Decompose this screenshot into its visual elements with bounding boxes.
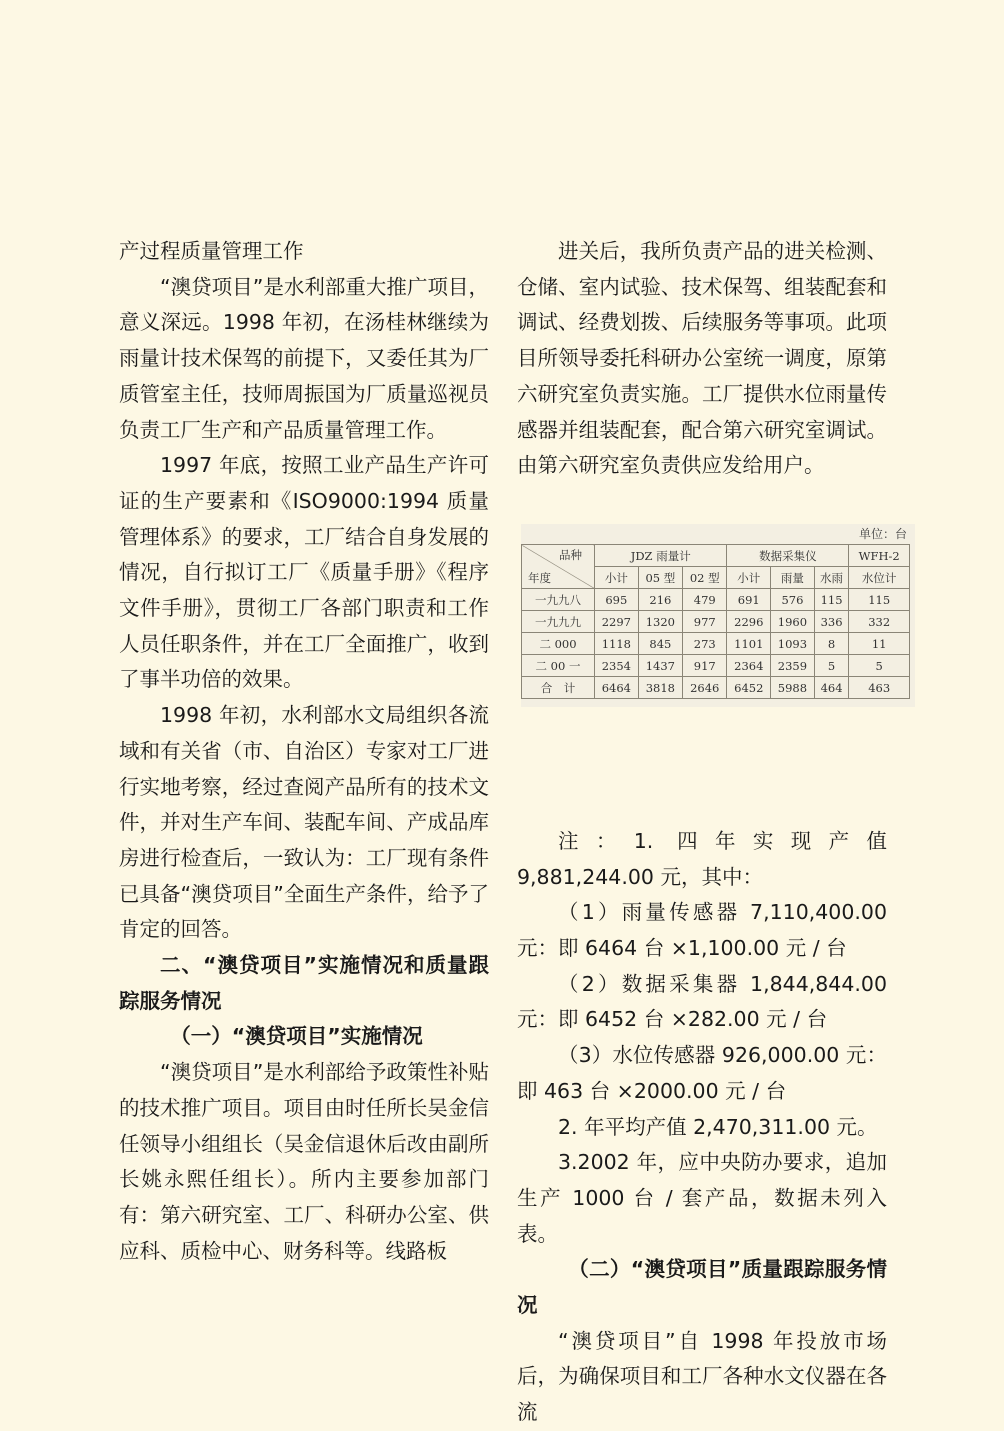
paragraph: 产过程质量管理工作 <box>119 239 304 263</box>
value-cell: 273 <box>683 633 727 655</box>
year-cell: 合 计 <box>522 677 595 699</box>
section-heading: 二、“澳贷项目”实施情况和质量跟踪服务情况 <box>119 953 489 1013</box>
year-cell: 一九九九 <box>522 611 595 633</box>
value-cell: 11 <box>849 633 910 655</box>
note-item: （2）数据采集器 1,844,844.00 元：即 6452 台 ×282.00 元 / 台 <box>517 971 887 1032</box>
value-cell: 2646 <box>683 677 727 699</box>
paragraph: 1998 年初，水利部水文局组织各流域和有关省（市、自治区）专家对工厂进行实地考察，经过查阅产品所有的技术文件，并对生产车间、装配车间、产成品库房进行检查后，一致认为：工厂现有条件已具备“澳贷项目”全面生产条件，给予了肯定的回答。 <box>119 703 489 942</box>
group-header: WFH-2 <box>849 545 910 567</box>
value-cell: 336 <box>814 611 849 633</box>
value-cell: 2296 <box>727 611 771 633</box>
subheader-cell: 02 型 <box>683 567 727 589</box>
subheader-cell: 水位计 <box>849 567 910 589</box>
paragraph: “澳贷项目”自 1998 年投放市场后，为确保项目和工厂各种水文仪器在各流 <box>517 1328 887 1425</box>
corner-bottom-label: 年度 <box>528 571 551 585</box>
right-column <box>517 234 887 1431</box>
value-cell: 464 <box>814 677 849 699</box>
value-cell: 1093 <box>771 633 815 655</box>
table-row <box>522 611 910 633</box>
value-cell: 845 <box>638 633 682 655</box>
value-cell: 2297 <box>595 611 639 633</box>
table-row <box>522 655 910 677</box>
subheader-cell: 小计 <box>595 567 639 589</box>
value-cell: 115 <box>849 589 910 611</box>
data-table <box>521 544 910 699</box>
group-header: 数据采集仪 <box>727 545 849 567</box>
value-cell: 1101 <box>727 633 771 655</box>
table-header-row <box>522 545 910 567</box>
subsection-heading: （一）“澳贷项目”实施情况 <box>170 1024 423 1049</box>
paragraph: 进关后，我所负责产品的进关检测、仓储、室内试验、技术保驾、组装配套和调试、经费划拨、后续服务等事项。此项目所领导委托科研办公室统一调度，原第六研究室负责实施。工厂提供水位雨量传感器并组装配套，配合第六研究室调试。由第六研究室负责供应发给用户。 <box>517 239 887 478</box>
subheader-cell: 小计 <box>727 567 771 589</box>
table-row <box>522 589 910 611</box>
paragraph: 1997 年底，按照工业产品生产许可证的生产要素和《ISO9000:1994 质量管理体系》的要求，工厂结合自身发展的情况，自行拟订工厂《质量手册》《程序文件手册》，贯彻工厂各部门职责和工作人员任职条件，并在工厂全面推广，收到了事半功倍的效果。 <box>119 453 489 692</box>
value-cell: 691 <box>727 589 771 611</box>
value-cell: 2354 <box>595 655 639 677</box>
note-item: （1）雨量传感器 7,110,400.00 元：即 6464 台 ×1,100.00 元 / 台 <box>517 900 887 961</box>
corner-top-label: 品种 <box>559 548 582 562</box>
value-cell: 115 <box>814 589 849 611</box>
corner-cell <box>522 545 595 589</box>
note-item: 3.2002 年，应中央防办要求，追加生产 1000 台 / 套产品，数据未列入表。 <box>517 1150 887 1246</box>
value-cell: 977 <box>683 611 727 633</box>
subsection-heading: （二）“澳贷项目”质量跟踪服务情况 <box>517 1257 887 1318</box>
value-cell: 216 <box>638 589 682 611</box>
year-cell: 二 000 <box>522 633 595 655</box>
value-cell: 695 <box>595 589 639 611</box>
value-cell: 5 <box>814 655 849 677</box>
value-cell: 479 <box>683 589 727 611</box>
year-cell: 二 00 一 <box>522 655 595 677</box>
value-cell: 917 <box>683 655 727 677</box>
group-header: JDZ 雨量计 <box>595 545 727 567</box>
paragraph: “澳贷项目”是水利部重大推广项目，意义深远。1998 年初，在汤桂林继续为雨量计技术保驾的前提下，又委任其为厂质管室主任，技师周振国为厂质量巡视员负责工厂生产和产品质量管理工作。 <box>119 274 489 442</box>
value-cell: 3818 <box>638 677 682 699</box>
note: 注：1. 四年实现产值 9,881,244.00 元，其中： <box>517 828 887 889</box>
value-cell: 1960 <box>771 611 815 633</box>
value-cell: 332 <box>849 611 910 633</box>
table-unit: 单位：台 <box>858 527 907 541</box>
value-cell: 6464 <box>595 677 639 699</box>
table-row <box>522 633 910 655</box>
value-cell: 463 <box>849 677 910 699</box>
subheader-cell: 05 型 <box>638 567 682 589</box>
value-cell: 1320 <box>638 611 682 633</box>
left-column <box>119 234 489 1269</box>
value-cell: 5 <box>849 655 910 677</box>
data-table-block <box>521 524 915 707</box>
note-item: （3）水位传感器 926,000.00 元：即 463 台 ×2000.00 元 / 台 <box>517 1043 887 1103</box>
year-cell: 一九九八 <box>522 589 595 611</box>
table-total-row <box>522 677 910 699</box>
value-cell: 5988 <box>771 677 815 699</box>
value-cell: 1118 <box>595 633 639 655</box>
value-cell: 1437 <box>638 655 682 677</box>
paragraph: “澳贷项目”是水利部给予政策性补贴的技术推广项目。项目由时任所长吴金信任领导小组组长（吴金信退休后改由副所长姚永熙任组长）。所内主要参加部门有：第六研究室、工厂、科研办公室、供应科、质检中心、财务科等。线路板 <box>119 1060 489 1263</box>
note-item: 2. 年平均产值 2,470,311.00 元。 <box>558 1114 878 1139</box>
value-cell: 6452 <box>727 677 771 699</box>
value-cell: 8 <box>814 633 849 655</box>
value-cell: 576 <box>771 589 815 611</box>
value-cell: 2359 <box>771 655 815 677</box>
value-cell: 2364 <box>727 655 771 677</box>
subheader-cell: 雨量 <box>771 567 815 589</box>
subheader-cell: 水雨 <box>814 567 849 589</box>
